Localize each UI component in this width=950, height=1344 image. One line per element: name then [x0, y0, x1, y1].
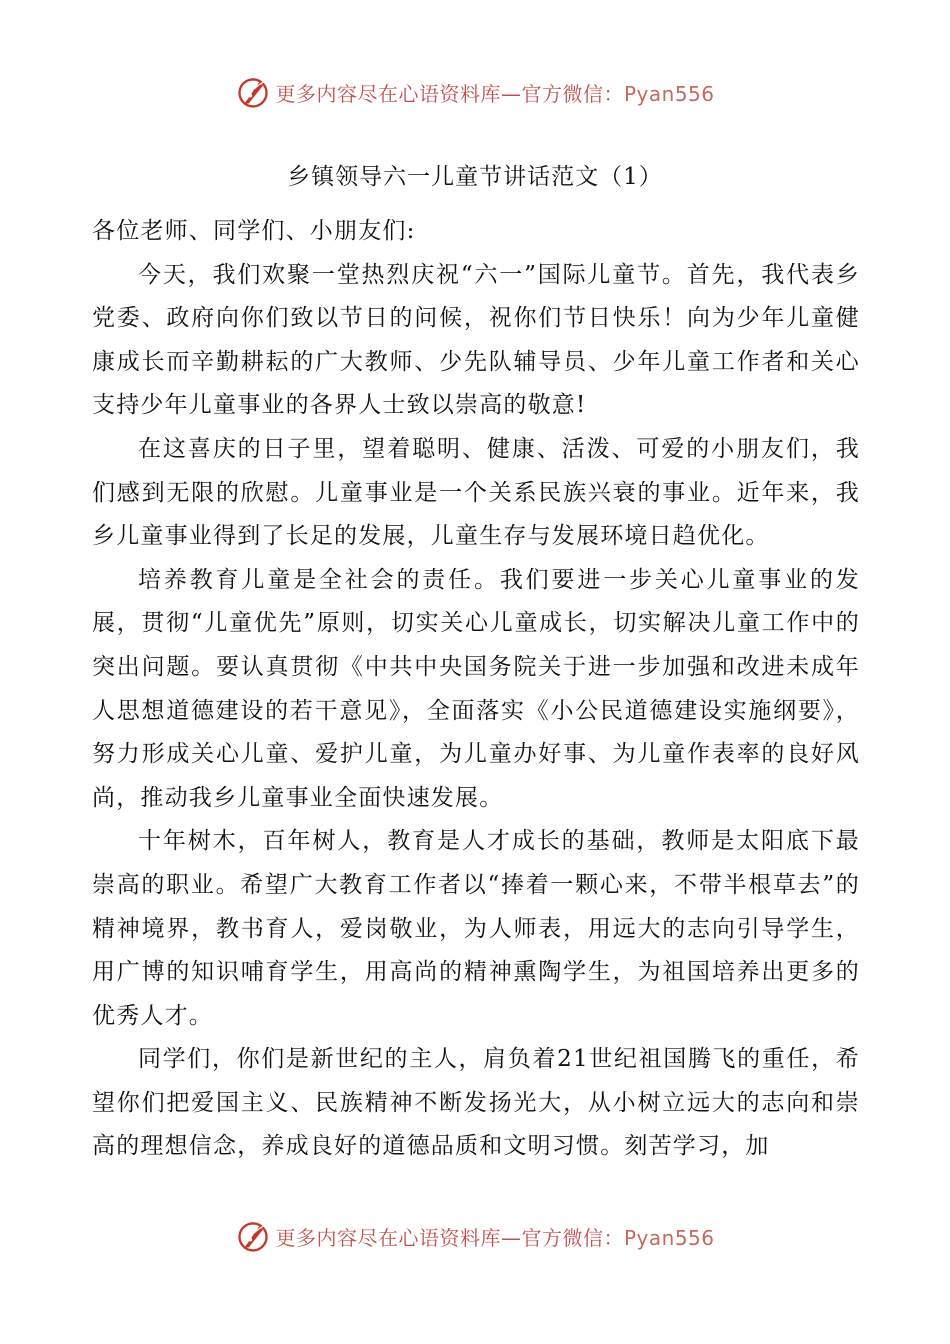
paragraph-3: 培养教育儿童是全社会的责任。我们要进一步关心儿童事业的发展，贯彻“儿童优先”原则，切实关心儿童成长，切实解决儿童工作中的突出问题。要认真贯彻《中共中央国务院关于进一步加强和改进未成年人思想道德建设的若干意见》，全面落实《小公民道德建设实施纲要》，努力形成关心儿童、爱护儿童，为儿童办好事、为儿童作表率的良好风尚，推动我乡儿童事业全面快速发展。	[92, 566, 860, 811]
header-banner-main: 更多内容尽在心语资料库	[275, 81, 501, 106]
header-banner-content	[235, 74, 714, 110]
paragraph-2: 在这喜庆的日子里，望着聪明、健康、活泼、可爱的小朋友们，我们感到无限的欣慰。儿童事业是一个关系民族兴衰的事业。近年来，我乡儿童事业得到了长足的发展，儿童生存与发展环境日趋优化。	[92, 435, 860, 550]
footer-banner-main: 更多内容尽在心语资料库	[275, 1225, 501, 1250]
paragraph-1: 今天，我们欢聚一堂热烈庆祝“六一”国际儿童节。首先，我代表乡党委、政府向你们致以节日的问候，祝你们节日快乐！向为少年儿童健康成长而辛勤耕耘的广大教师、少先队辅导员、少年儿童工作者和关心支持少年儿童事业的各界人士致以崇高的敬意!	[92, 261, 860, 419]
footer-banner-handle: Pyan556	[623, 1225, 715, 1250]
salutation: 各位老师、同学们、小朋友们:	[92, 218, 416, 244]
header-banner-handle: Pyan556	[623, 81, 715, 106]
header-banner	[0, 72, 950, 112]
header-banner-text	[275, 78, 714, 107]
pen-nib-logo-icon	[235, 1218, 271, 1254]
document-title: 乡镇领导六一儿童节讲话范文（1）	[287, 164, 663, 190]
document-body	[92, 210, 860, 1169]
footer-banner-sep: —官方微信：	[500, 1225, 624, 1250]
paragraph-4: 十年树木，百年树人，教育是人才成长的基础，教师是太阳底下最崇高的职业。希望广大教育工作者以“捧着一颗心来，不带半根草去”的精神境界，教书育人，爱岗敬业，为人师表，用远大的志向引导学生，用广博的知识哺育学生，用高尚的精神熏陶学生，为祖国培养出更多的优秀人才。	[92, 828, 860, 1029]
footer-banner-text	[275, 1222, 714, 1251]
footer-banner-content	[235, 1218, 714, 1254]
footer-banner	[0, 1216, 950, 1256]
header-banner-sep: —官方微信：	[500, 81, 624, 106]
pen-nib-logo-icon	[235, 74, 271, 110]
paragraph-5: 同学们，你们是新世纪的主人，肩负着21世纪祖国腾飞的重任，希望你们把爱国主义、民族精神不断发扬光大，从小树立远大的志向和崇高的理想信念，养成良好的道德品质和文明习惯。刻苦学习，加	[92, 1046, 860, 1160]
